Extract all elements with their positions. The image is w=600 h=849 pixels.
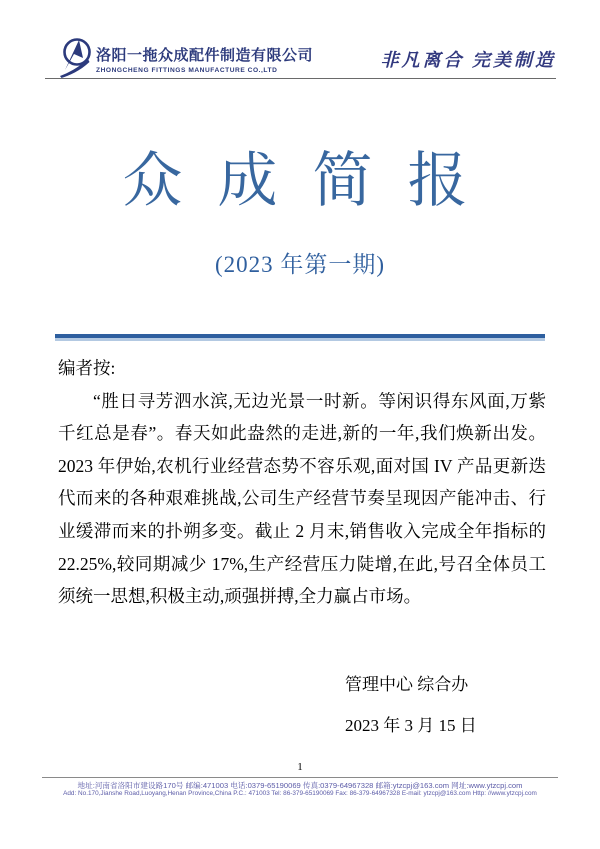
signature-block [345,664,477,746]
company-name-cn: 洛阳一拖众成配件制造有限公司 [96,47,314,64]
company-name-block [96,44,314,74]
page-number: 1 [297,761,303,773]
company-slogan: 非凡离合 完美制造 [380,50,556,70]
footer-divider [42,777,558,778]
footer-address-cn: 地址:河南省洛阳市建设路170号 邮编:471003 电话:0379-65190069 传真:0379-64967328 邮箱:ytzcpj@163.com 网址:www.ytzcpj.com [77,781,523,790]
signature-department: 管理中心 综合办 [345,675,469,694]
body-text [58,352,546,613]
footer-address-en: Add: No.170,Jianshe Road,Luoyang,Henan Province,China P.C.: 471003 Tel: 86-379-65190069 Fax: 86-379-64967328 E-mail: ytzcpj@163.com Http: //www.ytzcpj.com [63,790,537,797]
decorative-bar-bottom [55,338,545,341]
decorative-bar [55,334,545,341]
header-divider [45,78,556,79]
page-title: 众 成 简 报 [122,148,478,214]
company-logo-icon [58,36,92,78]
issue-number: (2023 年第一期) [214,252,386,277]
company-name-en: ZHONGCHENG FITTINGS MANUFACTURE CO.,LTD [96,67,278,74]
editor-note-paragraph: “胜日寻芳泗水滨,无边光景一时新。等闲识得东风面,万紫千红总是春”。春天如此盎然的走进,新的一年,我们焕新出发。2023 年伊始,农机行业经营态势不容乐观,面对国 IV 产品更新迭代而来的各种艰难挑战,公司生产经营节奏呈现因产能冲击、行业缓滞而来的扑朔多变。截止 2 月末,销售收入完成全年指标的 22.25%,较同期减少 17%,生产经营压力陡增,在此,号召全体员工须统一思想,积极主动,顽强拼搏,全力赢占市场。 [58,390,546,607]
editor-note-label: 编者按: [58,358,116,378]
signature-date: 2023 年 3 月 15 日 [345,716,477,735]
